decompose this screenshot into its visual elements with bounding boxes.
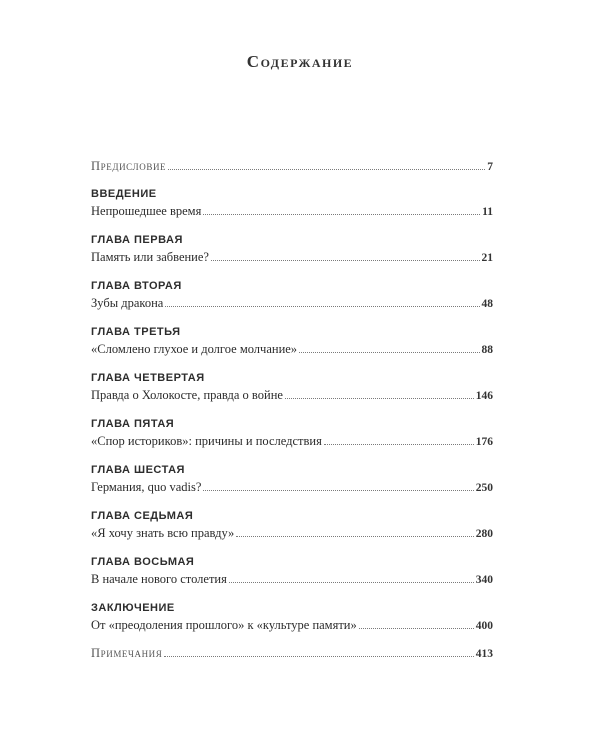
toc-chapter-5 [91,415,493,449]
toc-entry-title: «Сломлено глухое и долгое молчание» [91,342,298,356]
toc-chapter-4 [91,369,493,403]
toc-entry-preface[interactable] [91,158,493,174]
toc-entry-page: 413 [475,648,493,660]
toc-entry-page: 48 [481,298,493,310]
toc-entry[interactable] [91,433,493,449]
chapter-label: ГЛАВА ПЯТАЯ [91,418,175,430]
chapter-label: ГЛАВА ЧЕТВЕРТАЯ [91,372,205,384]
dot-leader [299,351,479,353]
toc-chapter-3 [91,323,493,357]
toc-entry-title: Предисловие [91,159,167,173]
dot-leader [203,213,480,215]
toc-entry[interactable] [91,571,493,587]
toc-entry-title: Непрошедшее время [91,204,202,218]
toc-entry[interactable] [91,479,493,495]
toc-entry-title: Зубы дракона [91,296,164,310]
toc-entry-title: В начале нового столетия [91,572,227,586]
toc-entry[interactable] [91,387,493,403]
chapter-label: ГЛАВА ВТОРАЯ [91,280,182,292]
toc-entry-page: 176 [475,436,493,448]
toc-chapter-conclusion [91,599,493,633]
chapter-label: ГЛАВА ШЕСТАЯ [91,464,185,476]
dot-leader [359,627,474,629]
toc-entry-title: Память или забвение? [91,250,209,264]
toc-entry[interactable] [91,341,493,357]
dot-leader [285,397,474,399]
toc-entry-page: 280 [475,528,493,540]
toc-entry[interactable] [91,617,493,633]
toc-entry-title: «Спор историков»: причины и последствия [91,434,322,448]
toc-chapter-7 [91,507,493,541]
dot-leader [236,535,473,537]
toc-entry-page: 11 [482,206,493,218]
toc-entry-title: Правда о Холокосте, правда о войне [91,388,283,402]
toc-entry-title: Примечания [91,646,163,660]
toc-chapter-8 [91,553,493,587]
table-of-contents [91,158,493,672]
chapter-label: ГЛАВА ПЕРВАЯ [91,234,183,246]
toc-entry[interactable] [91,203,493,219]
toc-chapter-introduction [91,185,493,219]
dot-leader [211,259,480,261]
toc-entry[interactable] [91,525,493,541]
toc-entry-page: 400 [475,620,493,632]
toc-entry[interactable] [91,249,493,265]
toc-entry-title: От «преодоления прошлого» к «культуре памяти» [91,618,357,632]
toc-entry-page: 21 [481,252,493,264]
toc-chapter-6 [91,461,493,495]
toc-entry-title: Германия, quo vadis? [91,480,202,494]
dot-leader [164,655,473,657]
dot-leader [324,443,474,445]
toc-entry-page: 250 [475,482,493,494]
toc-entry-title: «Я хочу знать всю правду» [91,526,235,540]
page-title: Содержание [246,52,354,71]
toc-entry-page: 7 [487,161,493,173]
dot-leader [168,168,485,170]
toc-entry[interactable] [91,295,493,311]
toc-entry-page: 88 [481,344,493,356]
toc-chapter-2 [91,277,493,311]
toc-entry-page: 146 [475,390,493,402]
toc-entry-notes[interactable] [91,645,493,661]
chapter-label: ГЛАВА ТРЕТЬЯ [91,326,181,338]
chapter-label: ГЛАВА ВОСЬМАЯ [91,556,195,568]
dot-leader [229,581,474,583]
chapter-label: ЗАКЛЮЧЕНИЕ [91,602,175,614]
toc-entry-page: 340 [475,574,493,586]
dot-leader [165,305,479,307]
chapter-label: ГЛАВА СЕДЬМАЯ [91,510,194,522]
chapter-label: ВВЕДЕНИЕ [91,188,157,200]
dot-leader [203,489,473,491]
toc-chapter-1 [91,231,493,265]
